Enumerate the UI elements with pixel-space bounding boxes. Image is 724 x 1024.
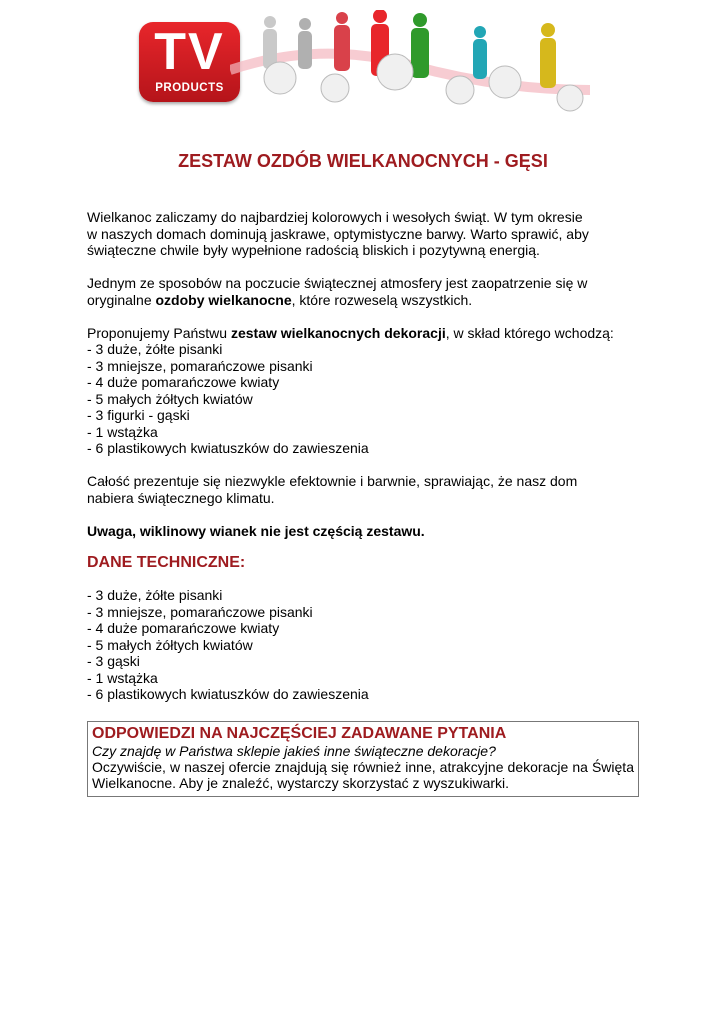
paragraph-text: oryginalne — [87, 291, 156, 308]
paragraph-text: Całość prezentuje się niezwykle efektownie i barwnie, sprawiając, że nasz dom — [87, 473, 578, 489]
bold-phrase: zestaw wielkanocnych dekoracji — [230, 324, 446, 341]
person-silhouette-icon — [298, 18, 312, 69]
tech-items-list — [87, 587, 639, 703]
bold-phrase: ozdoby wielkanocne — [155, 291, 292, 308]
product-bubble-icon — [264, 62, 296, 94]
paragraph-effect — [87, 473, 639, 506]
paragraph-text: , w skład którego wchodzą: — [445, 324, 614, 341]
list-item: - 3 figurki - gąski — [87, 407, 190, 423]
product-bubble-icon — [446, 76, 474, 104]
list-item: - 5 małych żółtych kwiatów — [87, 636, 253, 653]
intro-line: świąteczne chwile były wypełnione radością bliskich i pozytywną energią. — [87, 242, 540, 258]
list-item: - 6 plastikowych kwiatuszków do zawieszenia — [87, 686, 369, 702]
logo-products-text: PRODUCTS — [155, 82, 224, 94]
list-item: - 3 duże, żółte pisanki — [87, 587, 223, 603]
faq-title: ODPOWIEDZI NA NAJCZĘŚCIEJ ZADAWANE PYTANIA — [92, 724, 507, 742]
faq-box — [87, 721, 639, 797]
paragraph-text: nabiera świątecznego klimatu. — [87, 489, 275, 506]
list-item: - 5 małych żółtych kwiatów — [87, 390, 253, 407]
document-body — [87, 150, 639, 797]
product-bubble-icon — [321, 74, 349, 102]
product-bubble-icon — [489, 66, 521, 98]
list-item: - 3 gąski — [87, 653, 140, 669]
tech-heading: DANE TECHNICZNE: — [87, 554, 246, 571]
paragraph-text: Proponujemy Państwu — [87, 324, 231, 341]
person-silhouette-icon — [263, 16, 277, 69]
list-item: - 1 wstążka — [87, 669, 158, 686]
people-products-illustration — [230, 10, 590, 115]
note-paragraph — [87, 523, 639, 540]
list-item: - 1 wstążka — [87, 423, 158, 440]
list-item: - 6 plastikowych kwiatuszków do zawieszenia — [87, 440, 369, 456]
person-silhouette-icon — [334, 12, 350, 71]
paragraph-text: Jednym ze sposobów na poczucie świątecznej atmosfery jest zaopatrzenie się w — [87, 275, 588, 291]
list-item: - 4 duże pomarańczowe kwiaty — [87, 620, 280, 636]
list-item: - 4 duże pomarańczowe kwiaty — [87, 374, 280, 390]
list-item: - 3 mniejsze, pomarańczowe pisanki — [87, 357, 313, 374]
intro-paragraph — [87, 209, 639, 259]
product-bubble-icon — [557, 85, 583, 111]
paragraph-offer — [87, 325, 639, 342]
paragraph-decorations — [87, 275, 639, 308]
person-silhouette-icon — [540, 23, 556, 88]
logo-tv-text: TV — [154, 23, 225, 81]
person-silhouette-icon — [411, 13, 429, 78]
person-silhouette-icon — [473, 26, 487, 79]
product-bubble-icon — [377, 54, 413, 90]
intro-line: w naszych domach dominują jaskrawe, optymistyczne barwy. Warto sprawić, aby — [87, 225, 589, 242]
list-item: - 3 duże, żółte pisanki — [87, 341, 223, 357]
paragraph-text: , które rozweselą wszystkich. — [291, 291, 473, 308]
page-title: ZESTAW OZDÓB WIELKANOCNYCH - GĘSI — [178, 151, 548, 171]
faq-answer: Oczywiście, w naszej ofercie znajdują się również inne, atrakcyjne dekoracje na Święta Wielkanocne. Aby je znaleźć, wystarczy skorzystać z wyszukiwarki. — [92, 758, 634, 791]
intro-line: Wielkanoc zaliczamy do najbardziej kolorowych i wesołych świąt. W tym okresie — [87, 209, 583, 225]
note-text: Uwaga, wiklinowy wianek nie jest częścią zestawu. — [87, 522, 425, 539]
faq-question: Czy znajdę w Państwa sklepie jakieś inne świąteczne dekoracje? — [92, 742, 496, 759]
list-item: - 3 mniejsze, pomarańczowe pisanki — [87, 603, 313, 620]
tv-products-logo — [139, 22, 240, 102]
header-banner — [0, 0, 724, 130]
set-items-list — [87, 341, 639, 457]
